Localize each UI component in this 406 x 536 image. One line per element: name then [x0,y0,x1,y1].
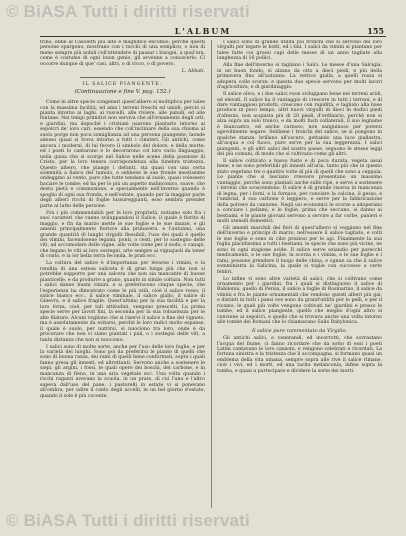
watermark-top: © BiASA Tutti i diritti riservati [6,2,250,21]
article-paragraph: I salici sono di molte sorte, anche per l'uso delle loro foglie, e per la varietà dei luoghi. Sono poi da preferirsi le piante di quelli che sono di buona razza, dei rami di quelli bene conformati, sopra i quali fanno presa gli innesti, ed altrettanti. Servono anche a sostenere le siepi, gli argini, i fossi, le quali opere dei boschi, del carbone, e in mancanza di fieno, in una aria vegetale ecc. Una volta quando i ricchi ragazzi avevano la scuola, in un prato, di cui l'uno e l'altro sapeva dall'uso del pane, i pastorelli in estate vi si ponevano all'ombra, per udire il canto degli uccelli, in un bel giorno d'estate, quando il sole è più cocente. [40,344,205,399]
header-rule [40,36,386,37]
intro-paragraph: trino, ebbe al Casoletti più alto e magnifico encomio; perchè questi persone spargono, mostrano con i tocchi di una semplice, o non di meno sempre più nobili coll'attendere di passar i bisogni, a qual'ora, come è costume di ogni buon genio, gli avvenne a conoscerlo. Ci occorre dunque di que' casi, altri, o di ricco, o di povero. [40,40,205,67]
article-paragraph: I salici sono di grande utilità poi tronchi che si servono dei loro virgulti per legare le botti, ed i tini. I salici da vimini si piantano per talee fatte coi grossi capi delle messe di un anno tagliate alla lunghezza di 16 pollici. [217,40,382,62]
article-paragraph: Il salice coltivato a basso fusto e di poca durata, vegeta assai bene, e ne sono preferibili gli innesti all'aria, tanto più che in questo stato vegetano tre o quattro volte di più di quelli che sono a ceppaia. Le piante che si lasciano crescere presentano un massimo vantaggio, perchè sono piantati anche sulle ripe, e serve a sostenere i terreni che scoscendono. Il salice è di grande risorsa in mancanza di legna, per i forni, e la fornace, per conciare la calcina, il gesso, e l'umbrial, il suo carbone è leggiero, e serve per la fabbricazione della polvere da cannone. Negli usi economici le scorze a adoperano a conciare i pellami, e le foglie, prima che seccano, si danno ai bestiami, e le piante giovani servono a servire a far corbe, panieri e molti utensili domestici. [217,159,382,224]
left-column [40,40,205,510]
continuation-note: (Continuazione e fine V. pag. 152.) [74,88,171,95]
article-paragraph: Lo infine vi sono altre varietà di salici, che si coltivano come ornamento per i giardini, fra i quali si distinguono il salice di Babilonia, quello di Persia, il salice a foglie di Rosmarino, il salice da vimini e fra le piante ornamentali che rendono questi alberi più gai, e distinti in tutti i paesi ove sono da grand'utilità per le pelli, e per il ricamo, le quali più volte vengono coltivati ne' giardini e presso le tombe, ed il salice piangente, quello che meglio d'ogni altro si conviene ai sepolcri, e quello che si trovava anche una volta intorno alle tombe dei Romani che lo chiamavano Salix Babylonica. [217,276,382,326]
section-divider [80,77,165,78]
article-paragraph: Gli antichi salici, e venerandi, ed incorrotti, che sovrastano l'acqua del fiume, ci fanno ricordare che da sotto di essi i poeti Latini cantavano le loro canzoni, e vengono celebrati e ricordati. La fortuna sinistra e la tristezza che li accompagna, si formano quasi un emblema della vita umana, sempre sopra alle rive il salice rimane, cioè i vivi, ed i morti, ed una tacita melanconia, infine sopra la tomba, e quasi a partecipare e dividere la sorte dei morti. [217,336,382,374]
article-paragraph: Gli amenti maschili dei fiori di quest'albero si veggiono nel fine dell'inverno e principi di marzo, nell'essere il salice tagliato, e colti le sue foglie e sono in cibo preziosi per le api. Finalmente la sua foglia placidissima a tutti i bestiami, le specie che sono più vicine, ne sono in ogni stagione avide. Il salice serve eziandio per parecchi medicamenti, e le sue foglie, la scorza e i vimini, e le sue foglie e i rami, possono prendere il luogo delle china, e ognun sa che il salice somministra la Salicina, la quale si toglie con successo a certe febbri. [217,225,382,275]
article-paragraph: Il salice olivo, e i due salici rossi sviluppano bene nei terreni aridi, ed elevati. Il salice ha il vantaggio di crescere in tutti i terreni, e di dare vantaggiosi prodotti, crescono con rapidità, e tagliato alla base produce in poco tempo, altri nuovi virgulti di dieci in dodici piedi d'altezza, non acquista più di 20 piedi, d'ordinario, perchè non si alza sopra un solo tronco, e da molti fusti collaterali, il suo legname è biancastro, ed anche carnoso, non sanguinoso per potersi agevolmente segare. Sebbene i tronchi del salice, se si pongono in qualche stanza, brillano all'oscuro, gettando una luce giallastra, all'acqua e col fuoco, pure serve per la sua leggerezza. I salici piangenti, e gli altri salici del nostro paese, seguono le stesse leggi dei più comuni, di modo che si coltivano come gli altri. [217,92,382,158]
article-paragraph: Alla fine dell'inverno si tagliano i Salci. Le messe d'una Salcigia, in un buon fondo, si alzano da otto a dieci piedi, e più della primavera fino all'autunno. La vetrice gialla, a quelli rossa si adopera colle scorze, e questa due specie servono per molti lavori d'agricoltura, e di giardinaggio. [217,63,382,91]
author-signature: L. Abbati. [181,68,205,74]
subsection-title: Il salice pure rammentato da Virgilio. [251,327,348,334]
right-column [217,40,382,510]
article-paragraph: La coltura del salice è d'importanza per levarne i vimini, e la rendita di una estesa saliceta è di gran lunga più che non si potrebbe supporre per una salceta che non sia mancante di buone pianticelle, e da produrre a grano, quanto in simile coltura. Non tutti i salici danno buoni vimini, e si preferiscono cinque specie, che l'esperienza ha dimostrato come le più utili, cioè il salice rosso, il salice bianco ecc., il salice viminale, il salice giallo, il salice di Ginevra, e il salice fragile. Quest'ultimo per la sua facilità e per la loro forza, cioè, per tali attitudini, vengono prescelti. La prima specie serve per lavori fini, la seconda per la sua robustezza per le alte filature. Alcuni vogliono che si riservi il salice a fine del vigneto, ma è assolutamente da evitarsi, perchè le loro radici molto espanse, il quale è suolo, per nutrirsi, si nuociono tra loro, onde è da procurare che non vi siano piantati i pali, o i sostegni delle viti, a tanta distanza che non si nuociono. [40,261,205,343]
article-paragraph: Fra i più commendabili per le loro proprietà, notiamo solo fra i suoi caratteri che vanno sviluppandosi il Salice, il quale è fiorito di maggio, e fin da marzo mette le sue foglie e le sue mazze, e gli amenti principalmente fiorisce alla primavera, e l'autunno, una grande quantità di lunghi virgulti flessibili, l'uso dei quali è quello dei vimini, facendosene legami, ponti, o cesti, per lo sostegno delle viti, ad accomodare delle vigne, alle volte come per il nodo, o canapi, che legano le viti ai loro sostegni, arte sempre ai vignajuoli da tener di conto, e la lor bella terra feconda, le prati ecc. [40,210,205,260]
article-paragraph: Come in altre specie congeneri quest'albero si moltiplica per talee con la massima facilità, ed ama i terreni freschi ed umidi; perciò si pianta intorno ai laghi, ai ruscelli, alle riviere, alle paludi, ed alle fontane. Nei tempi primitivi non serviva che all'ornamento degli orti, e giardini, ma dopoché i cristiani usarono piantarlo intorno ai sepolcri de' loro cari, essendo che coll'inclinare della sua chioma al suolo porge non poca somiglianza ad una persona piangente; laonde adesso quasi si trova intorno a tutti i cimiteri. Gli antichi, come ancora i moderni, di lui fecero il simbolo del dolore, e della morte; ed i poeti lo cantarono e lo decorarono col loro vario linguaggio, nella guisa che si scorge nel Salice nelle scene della passione di Cristo, per la loro tenera corrispondenza alla funebre tristezza. Questo albero, che piange i defunti, sta quasi con una certa solennità a fianco del tumulo, e sebbene le sue fronde mestissime ondeggino al vento, pare che tutte tendano al suolo, quasi volessero baciare le tombe; ed ha per lo più un aspetto malinconico, soave, che desta pietà e commozione, e specialmente nell'inverno quando è spoglio di ogni sua fronda, e nell'estate, quando per la maggior parte degli alberi ricchi di foglie lussureggianti, esso sembra prender parte al lutto delle persone. [40,100,205,209]
article-title: IL SALICE PIANGENTE. [82,82,163,88]
page-header-title: L'ALBUM [174,26,232,36]
page-number: 155 [367,26,384,36]
column-divider [211,40,212,508]
watermark-bottom: © BiASA Tutti i diritti riservati [6,511,250,530]
